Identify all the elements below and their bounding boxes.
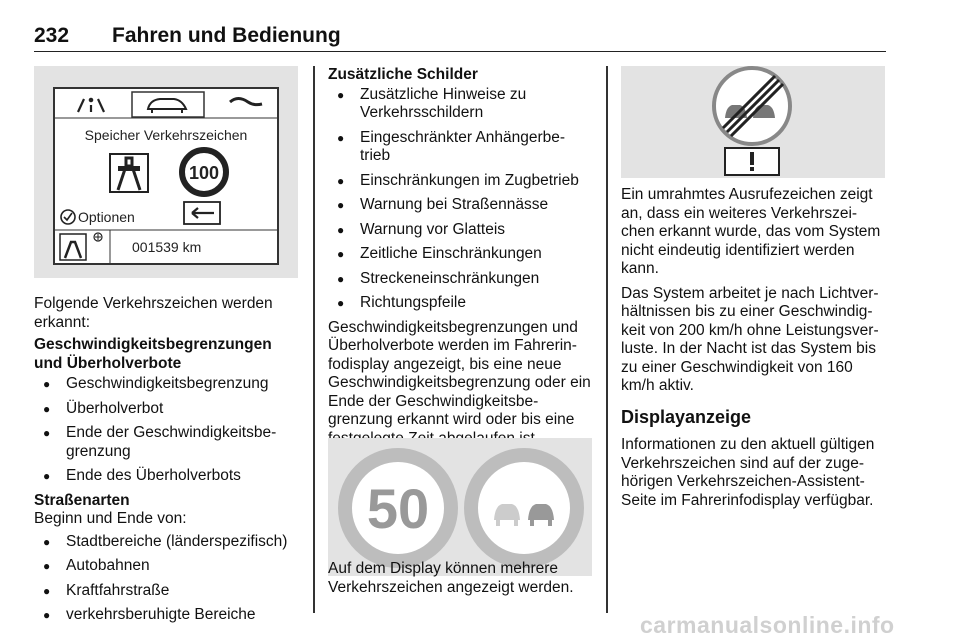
- list-item: ● Ende des Überholverbots: [34, 467, 304, 486]
- list-item: ● Überholverbot: [34, 400, 304, 419]
- page-number: 232: [34, 24, 70, 47]
- list-item: ● Streckeneinschränkungen: [328, 270, 593, 289]
- list-item: ● Geschwindigkeitsbegrenzung: [34, 375, 304, 394]
- group3-heading: Zusätzliche Schilder: [328, 66, 478, 83]
- page-title: Fahren und Bedienung: [112, 24, 341, 47]
- list-item: ● Ende der Geschwindigkeitsbe-grenzung: [34, 424, 304, 461]
- motorway-sign-icon: [110, 154, 148, 192]
- page-header: [34, 22, 886, 52]
- list-item: ● Autobahnen: [34, 557, 304, 576]
- tab-car: [132, 92, 204, 117]
- memory-label: Speicher Verkehrszeichen: [84, 127, 248, 143]
- column-2: [328, 66, 593, 452]
- list-item: ● Kraftfahrstraße: [34, 582, 304, 601]
- speed-value: 100: [188, 163, 220, 183]
- sign-speed-value: 50: [366, 477, 430, 540]
- list-item: ● Zeitliche Einschränkungen: [328, 245, 593, 264]
- odometer-value: 001539 km: [132, 239, 202, 255]
- column-2-bottom: [328, 560, 593, 601]
- column-divider-1: [313, 66, 315, 613]
- list-item: ● Warnung vor Glatteis: [328, 221, 593, 240]
- display-screen-drawing: [34, 66, 298, 278]
- col2-paragraph-1: Geschwindigkeitsbegrenzungen und Überholverbote werden im Fahrerin-fodisplay angezeigt, bis eine neue Geschwindigkeitsbegrenzung oder ein Ende der Geschwindigkeitsbe-grenzung erkannt wird oder bis eine: [328, 318, 591, 428]
- signs-illustration: [328, 438, 592, 576]
- group2-intro: Beginn und Ende von:: [34, 510, 187, 527]
- group1-heading: Geschwindigkeitsbegrenzungen und Überholverbote: [34, 336, 272, 372]
- list-item: ● Einschränkungen im Zugbetrieb: [328, 172, 593, 191]
- list-item: ● Zusätzliche Hinweise zu Verkehrsschildern: [328, 86, 593, 123]
- column-3: [621, 186, 887, 514]
- column-1: [34, 295, 304, 631]
- list-item: ● Richtungspfeile: [328, 294, 593, 313]
- col3-paragraph-1: Ein umrahmtes Ausrufezeichen zeigt an, dass ein weiteres Verkehrszei-chen erkannt wurde, das vom System nicht eindeutig identifiziert werden kann.: [621, 186, 881, 277]
- column-divider-2: [606, 66, 608, 613]
- col3-paragraph-2: Das System arbeitet je nach Lichtver-hältnissen bis zu einer Geschwindig-keit von 200 km/h ohne Leistungsver-luste. In der Nacht ist das System bis zu einer Geschwindigkeit von 160 km/h aktiv.: [621, 284, 879, 394]
- list-item: ● Eingeschränkter Anhängerbe-trieb: [328, 129, 593, 166]
- group1-list: [34, 375, 304, 486]
- col3-paragraph-3: Informationen zu den aktuell gültigen Verkehrszeichen sind auf der zuge-hörigen Verkehrszeichen-Assistent-Seite im Fahrerinfodisplay verfügbar.: [621, 436, 875, 509]
- group2-heading: Straßenarten: [34, 491, 130, 509]
- list-item: ● verkehrsberuhigte Bereiche: [34, 606, 304, 625]
- list-item: ● Warnung bei Straßennässe: [328, 196, 593, 215]
- list-item: ● Stadtbereiche (länderspezifisch): [34, 533, 304, 552]
- end-sign-illustration: [621, 66, 885, 178]
- options-label: Optionen: [78, 209, 135, 225]
- section-heading: Displayanzeige: [621, 406, 752, 427]
- display-illustration: [34, 66, 298, 278]
- signs-drawing: [328, 438, 592, 576]
- group2-list: [34, 533, 304, 625]
- col2-paragraph-2: Auf dem Display können mehrere Verkehrszeichen angezeigt werden.: [328, 560, 574, 596]
- end-sign-drawing: [621, 66, 885, 178]
- intro-text: Folgende Verkehrszeichen werden erkannt:: [34, 295, 273, 331]
- motorway-small-icon: [60, 234, 86, 260]
- group3-list: [328, 86, 593, 313]
- watermark: carmanualsonline.info: [640, 612, 895, 638]
